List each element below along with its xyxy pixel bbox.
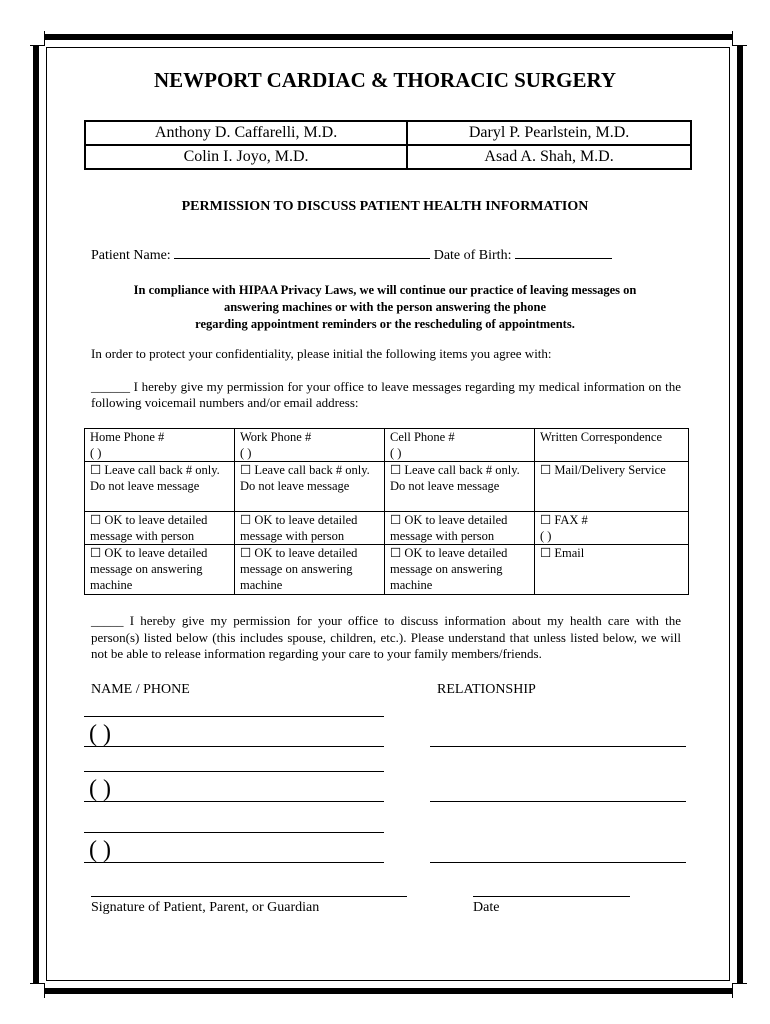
permission-discuss [91,613,681,663]
page-title: NEWPORT CARDIAC & THORACIC SURGERY [153,68,617,92]
compliance-line: In compliance with HIPAA Privacy Laws, we will continue our practice of leaving messages on [133,283,637,297]
work-phone-cell[interactable]: Work Phone # ( ) [235,429,385,462]
doctor-name: Colin I. Joyo, M.D. [85,145,407,169]
date-line[interactable] [473,896,630,897]
doctors-row [85,145,691,169]
leave-callback-checkbox[interactable]: ☐ Leave call back # only. Do not leave message [85,462,235,512]
doctors-row [85,121,691,145]
detailed-message-machine-checkbox[interactable]: ☐ OK to leave detailed message on answering machine [385,545,535,595]
dob-label: Date of Birth: [433,248,512,263]
date-label: Date [473,900,500,915]
contact-phone-line-3[interactable] [84,862,384,863]
doctor-name: Asad A. Shah, M.D. [407,145,691,169]
patient-name-field[interactable] [174,246,430,259]
mail-delivery-checkbox[interactable]: ☐ Mail/Delivery Service [535,462,689,512]
relationship-line-3[interactable] [430,862,686,863]
permission-voicemail [91,379,681,411]
form-subtitle: PERMISSION TO DISCUSS PATIENT HEALTH INFORMATION [181,199,589,214]
signature-label: Signature of Patient, Parent, or Guardian [91,900,320,915]
detailed-message-person-checkbox[interactable]: ☐ OK to leave detailed message with person [85,512,235,545]
doctor-name: Anthony D. Caffarelli, M.D. [85,121,407,145]
contact-name-line-2[interactable] [84,771,384,772]
table-row [85,545,689,595]
table-row [85,429,689,462]
dob-field[interactable] [515,246,612,259]
contact-name-line-1[interactable] [84,716,384,717]
detailed-message-person-checkbox[interactable]: ☐ OK to leave detailed message with person [385,512,535,545]
compliance-line: regarding appointment reminders or the rescheduling of appointments. [195,317,575,331]
initial-blank-discuss[interactable]: _____ [91,613,124,628]
border-corner-bottom-right [732,983,747,998]
written-correspondence-cell: Written Correspondence [535,429,689,462]
contact-name-line-3[interactable] [84,832,384,833]
home-phone-cell[interactable]: Home Phone # ( ) [85,429,235,462]
contact-preferences-table [84,428,689,595]
patient-name-label: Patient Name: [91,248,171,263]
email-checkbox[interactable]: ☐ Email [535,545,689,595]
table-row [85,512,689,545]
relationship-line-2[interactable] [430,801,686,802]
contact-phone-line-2[interactable] [84,801,384,802]
initial-blank-voicemail[interactable]: ______ [91,379,130,394]
cell-phone-cell[interactable]: Cell Phone # ( ) [385,429,535,462]
fax-checkbox[interactable]: ☐ FAX # ( ) [535,512,689,545]
leave-callback-checkbox[interactable]: ☐ Leave call back # only. Do not leave message [385,462,535,512]
detailed-message-person-checkbox[interactable]: ☐ OK to leave detailed message with person [235,512,385,545]
border-corner-top-right [732,31,747,46]
patient-info-line [91,246,612,264]
name-phone-label: NAME / PHONE [91,682,190,697]
phone-paren-2: ( ) [89,776,111,802]
leave-callback-checkbox[interactable]: ☐ Leave call back # only. Do not leave message [235,462,385,512]
hipaa-compliance-notice [90,282,680,333]
contact-phone-line-1[interactable] [84,746,384,747]
intro-text: In order to protect your confidentiality, please initial the following items you agree with: [91,346,552,361]
relationship-label: RELATIONSHIP [437,682,536,697]
border-corner-top-left [30,31,45,46]
table-row [85,462,689,512]
compliance-line: answering machines or with the person answering the phone [223,300,546,314]
detailed-message-machine-checkbox[interactable]: ☐ OK to leave detailed message on answering machine [85,545,235,595]
doctors-table [84,120,692,170]
signature-line[interactable] [91,896,407,897]
doctor-name: Daryl P. Pearlstein, M.D. [407,121,691,145]
border-corner-bottom-left [30,983,45,998]
relationship-line-1[interactable] [430,746,686,747]
phone-paren-1: ( ) [89,721,111,747]
permission-discuss-text: I hereby give my permission for your office to discuss information about my health care with the person(s) listed below (this includes spouse, children, etc.). Please understand that unless listed below, we will not be able to release information regarding your care to your family members/friends. [91,613,682,661]
detailed-message-machine-checkbox[interactable]: ☐ OK to leave detailed message on answering machine [235,545,385,595]
permission-voicemail-text: I hereby give my permission for your office to leave messages regarding my medical information on the following voicemail numbers and/or email address: [91,379,682,410]
phone-paren-3: ( ) [89,837,111,863]
